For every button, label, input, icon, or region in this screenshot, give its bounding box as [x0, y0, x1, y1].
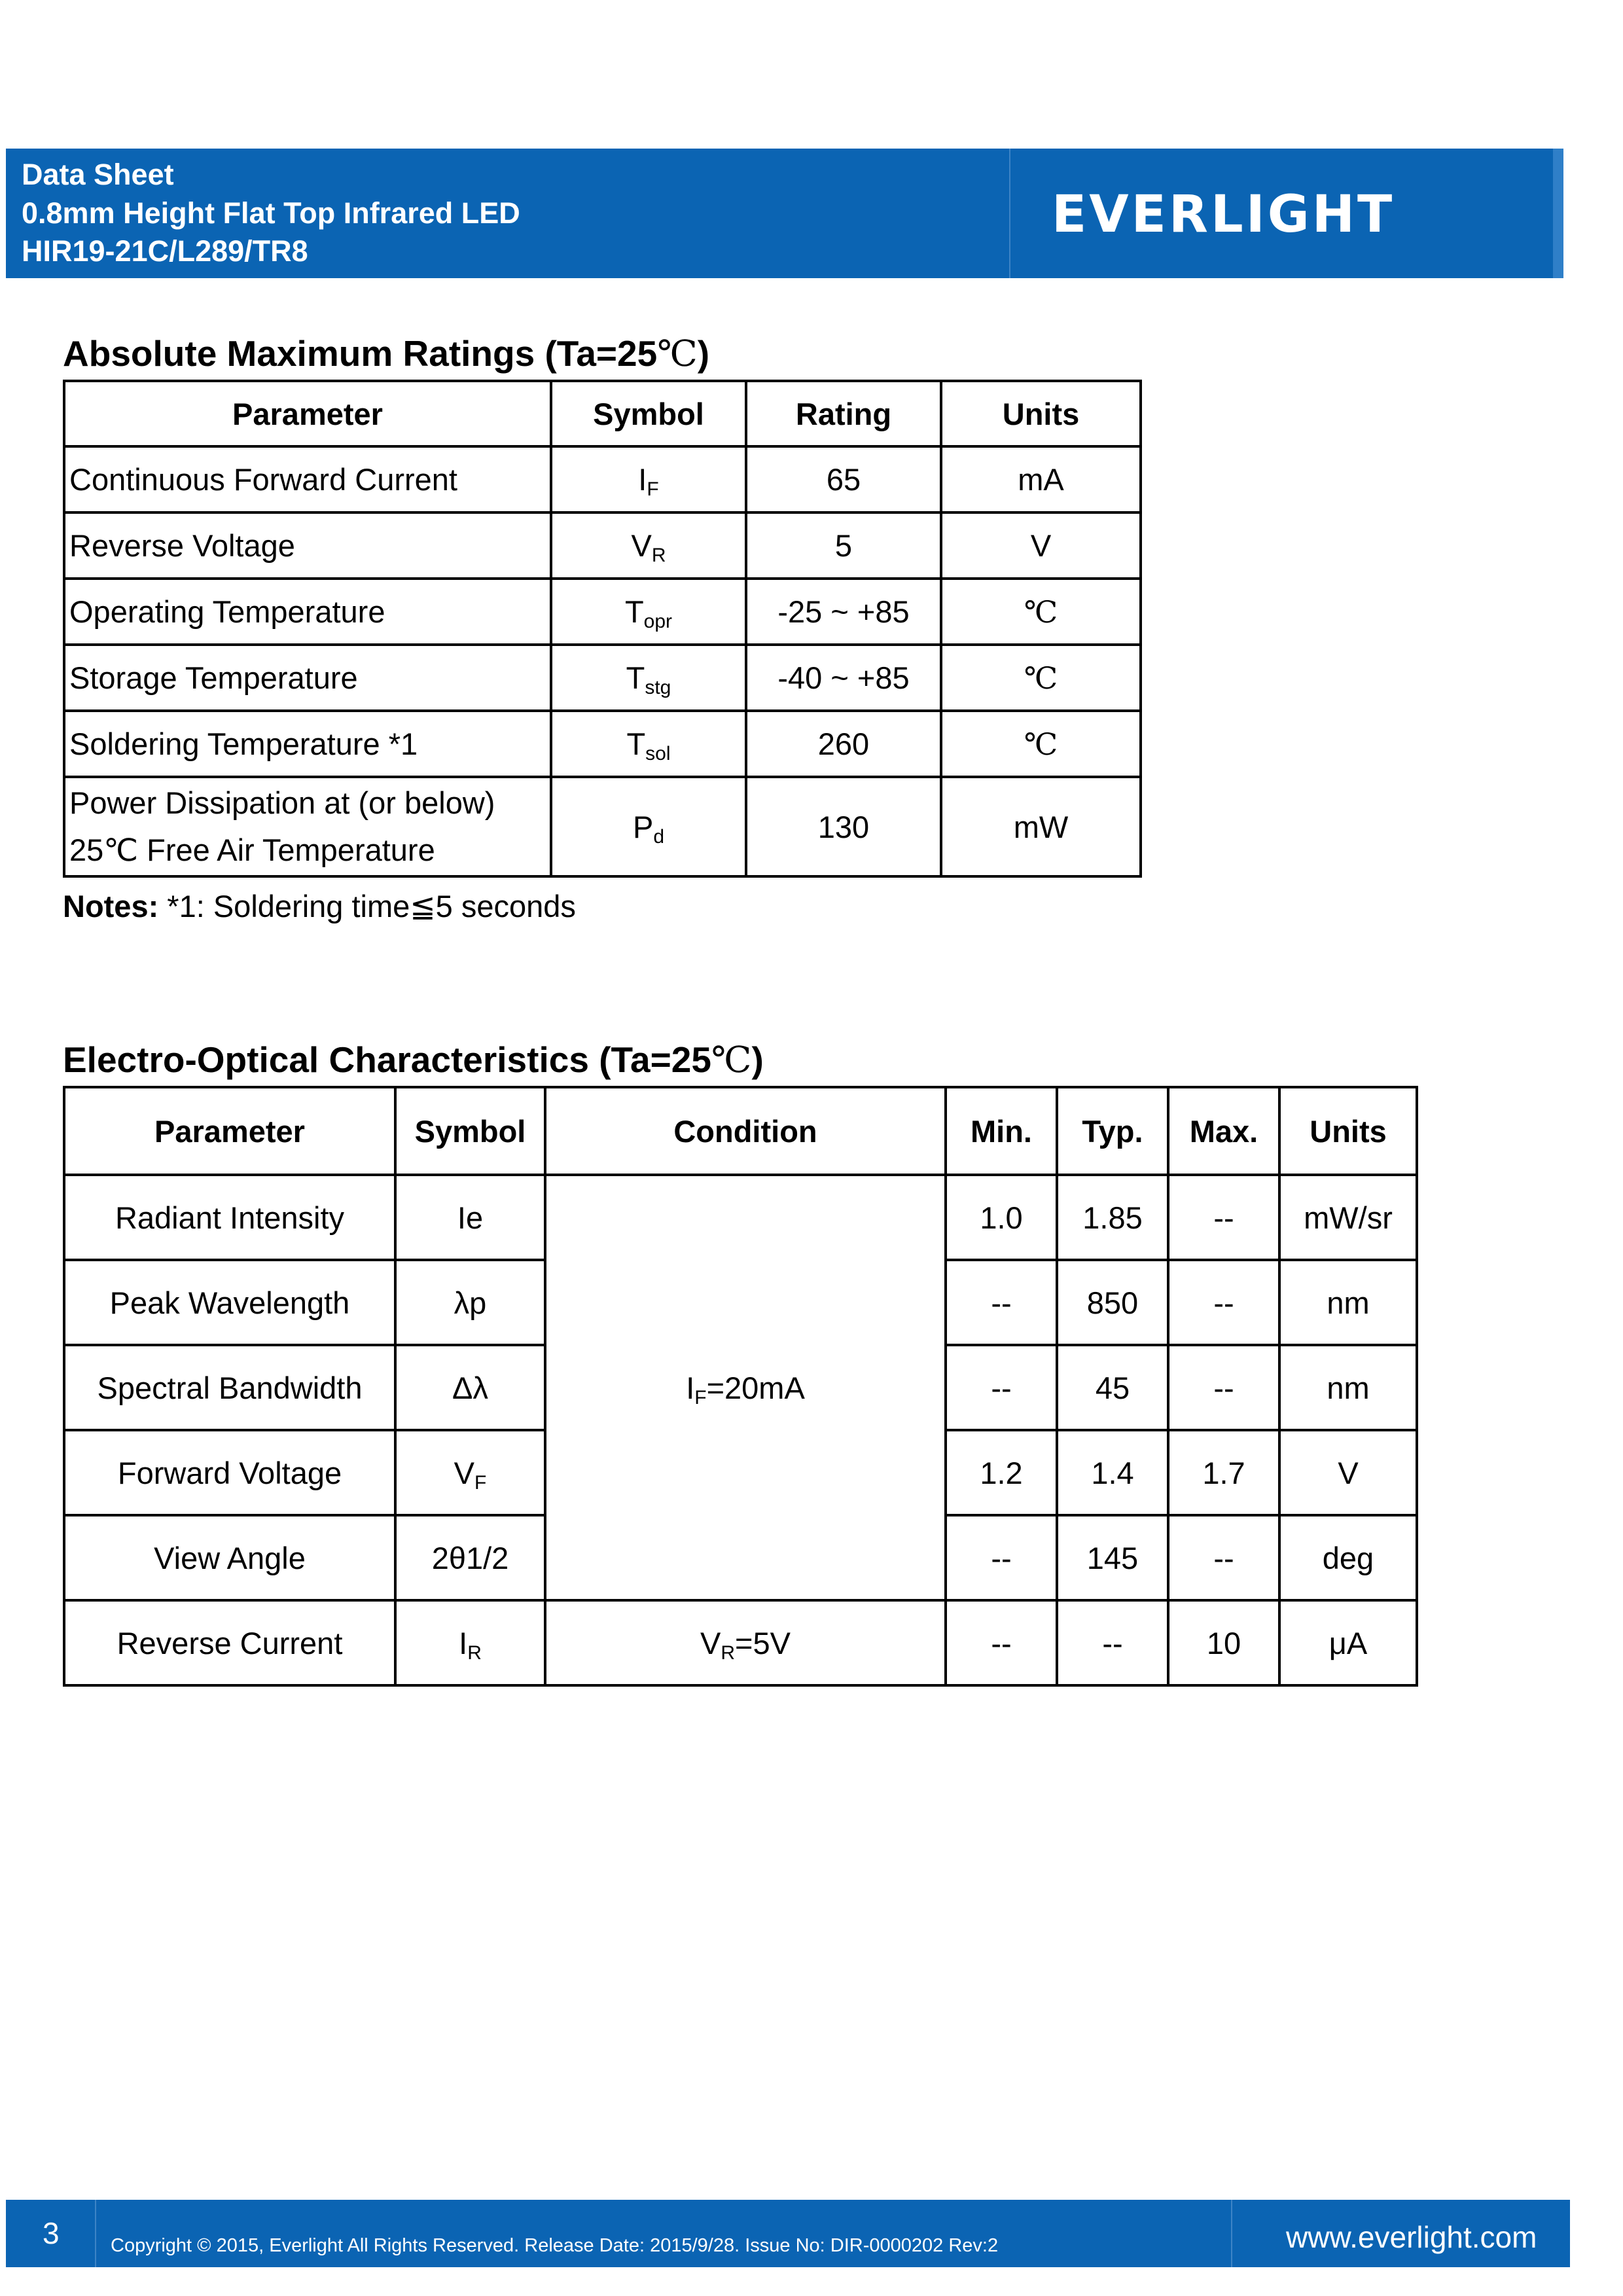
symbol-cell: $T_{sol}$: [551, 711, 746, 777]
max-cell: --: [1168, 1515, 1279, 1600]
param-cell: Peak Wavelength: [64, 1260, 395, 1345]
table-row: [64, 579, 1141, 645]
unit-cell: nm: [1279, 1345, 1417, 1430]
typ-cell: 1.4: [1057, 1430, 1168, 1515]
typ-cell: 145: [1057, 1515, 1168, 1600]
typ-cell: --: [1057, 1600, 1168, 1685]
table-row: [64, 777, 1141, 876]
amr-notes: Notes: *1: Soldering time≦5 seconds: [63, 889, 576, 924]
unit-cell: ℃: [941, 645, 1141, 711]
header-banner: [6, 149, 1563, 278]
unit-cell: deg: [1279, 1515, 1417, 1600]
table-row: [64, 446, 1141, 512]
param-cell: Reverse Current: [64, 1600, 395, 1685]
condition-cell: $V_R=5V$: [545, 1600, 946, 1685]
header-edge: [1553, 149, 1563, 278]
col-header: Min.: [946, 1087, 1057, 1175]
rating-cell: 130: [746, 777, 941, 876]
param-cell: Operating Temperature: [64, 579, 551, 645]
table-row: [64, 1600, 1417, 1685]
footer-banner: [6, 2200, 1570, 2267]
footer-divider: [1231, 2200, 1232, 2267]
min-cell: --: [946, 1345, 1057, 1430]
condition-cell: $I_F=20mA$: [545, 1175, 946, 1600]
col-header: Symbol: [395, 1087, 545, 1175]
max-cell: --: [1168, 1175, 1279, 1260]
symbol-cell: 2θ1/2: [395, 1515, 545, 1600]
col-header: Max.: [1168, 1087, 1279, 1175]
unit-cell: mW/sr: [1279, 1175, 1417, 1260]
page-number: 3: [43, 2216, 60, 2250]
product-title: 0.8mm Height Flat Top Infrared LED: [22, 196, 520, 230]
unit-cell: ℃: [941, 579, 1141, 645]
table-row: [64, 1175, 1417, 1260]
unit-cell: mA: [941, 446, 1141, 512]
param-cell: Reverse Voltage: [64, 512, 551, 579]
col-header: Typ.: [1057, 1087, 1168, 1175]
col-header: Units: [1279, 1087, 1417, 1175]
col-header: Condition: [545, 1087, 946, 1175]
unit-cell: V: [1279, 1430, 1417, 1515]
typ-cell: 850: [1057, 1260, 1168, 1345]
amr-table: [63, 380, 1142, 878]
rating-cell: -25 ~ +85: [746, 579, 941, 645]
copyright-text: Copyright © 2015, Everlight All Rights Reserved. Release Date: 2015/9/28. Issue No: DIR-0000202 Rev:2: [111, 2235, 999, 2256]
table-row: [64, 711, 1141, 777]
param-cell: Power Dissipation at (or below) 25℃ Free Air Temperature: [64, 777, 551, 876]
footer-divider: [95, 2200, 96, 2267]
unit-cell: μA: [1279, 1600, 1417, 1685]
everlight-logo: EVERLIGHT: [1052, 185, 1395, 244]
param-cell: Spectral Bandwidth: [64, 1345, 395, 1430]
eoc-table: [63, 1086, 1418, 1687]
rating-cell: 65: [746, 446, 941, 512]
symbol-cell: Ie: [395, 1175, 545, 1260]
doc-type: Data Sheet: [22, 158, 174, 191]
col-header: Symbol: [551, 381, 746, 446]
amr-header-row: [64, 381, 1141, 446]
symbol-cell: $I_F$: [551, 446, 746, 512]
min-cell: 1.2: [946, 1430, 1057, 1515]
max-cell: 10: [1168, 1600, 1279, 1685]
typ-cell: 1.85: [1057, 1175, 1168, 1260]
symbol-cell: $P_d$: [551, 777, 746, 876]
max-cell: 1.7: [1168, 1430, 1279, 1515]
symbol-cell: $V_F$: [395, 1430, 545, 1515]
min-cell: 1.0: [946, 1175, 1057, 1260]
eoc-title: Electro-Optical Characteristics (Ta=25℃): [63, 1039, 764, 1081]
unit-cell: mW: [941, 777, 1141, 876]
param-cell: Continuous Forward Current: [64, 446, 551, 512]
col-header: Units: [941, 381, 1141, 446]
max-cell: --: [1168, 1260, 1279, 1345]
symbol-cell: Δλ: [395, 1345, 545, 1430]
table-row: [64, 512, 1141, 579]
rating-cell: 5: [746, 512, 941, 579]
unit-cell: ℃: [941, 711, 1141, 777]
typ-cell: 45: [1057, 1345, 1168, 1430]
param-cell: View Angle: [64, 1515, 395, 1600]
symbol-cell: $T_{stg}$: [551, 645, 746, 711]
param-cell: Radiant Intensity: [64, 1175, 395, 1260]
unit-cell: V: [941, 512, 1141, 579]
symbol-cell: $I_R$: [395, 1600, 545, 1685]
max-cell: --: [1168, 1345, 1279, 1430]
col-header: Parameter: [64, 1087, 395, 1175]
symbol-cell: $T_{opr}$: [551, 579, 746, 645]
table-row: [64, 645, 1141, 711]
min-cell: --: [946, 1260, 1057, 1345]
symbol-cell: λp: [395, 1260, 545, 1345]
param-cell: Forward Voltage: [64, 1430, 395, 1515]
rating-cell: 260: [746, 711, 941, 777]
website-link[interactable]: www.everlight.com: [1286, 2220, 1537, 2254]
part-number: HIR19-21C/L289/TR8: [22, 234, 308, 268]
unit-cell: nm: [1279, 1260, 1417, 1345]
param-cell: Storage Temperature: [64, 645, 551, 711]
eoc-header-row: [64, 1087, 1417, 1175]
min-cell: --: [946, 1515, 1057, 1600]
param-cell: Soldering Temperature *1: [64, 711, 551, 777]
col-header: Parameter: [64, 381, 551, 446]
header-divider: [1009, 149, 1010, 278]
min-cell: --: [946, 1600, 1057, 1685]
symbol-cell: $V_R$: [551, 512, 746, 579]
amr-title: Absolute Maximum Ratings (Ta=25℃): [63, 332, 710, 374]
rating-cell: -40 ~ +85: [746, 645, 941, 711]
col-header: Rating: [746, 381, 941, 446]
